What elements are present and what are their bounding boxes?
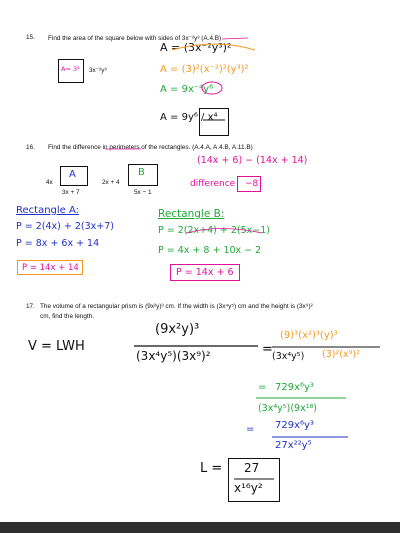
rectangle-b-work-line-2: P = 4x + 8 + 10x − 2 (158, 245, 262, 256)
p17-step4-denominator: 27x²²y⁵ (275, 440, 312, 451)
volume-formula: V = LWH (28, 339, 85, 354)
rectangle-a-work-title: Rectangle A: (16, 205, 80, 216)
square-side-label: 3x⁻²y³ (89, 67, 107, 74)
p17-answer-denominator: x¹⁶y² (234, 481, 263, 495)
problem-15-prompt: Find the area of the square below with sides of 3x⁻²y³ (A.4.B) (48, 35, 222, 42)
p17-step3-numerator: 729x⁶y³ (275, 382, 314, 393)
rectangle-a-work-line-2: P = 8x + 6x + 14 (16, 238, 100, 249)
difference-label: difference (190, 179, 236, 189)
rectangle-a-work-line-1: P = 2(4x) + 2(3x+7) (16, 221, 114, 232)
problem-17-prompt-line-2: cm, find the length. (40, 313, 94, 320)
square-area-note: A= 3² (61, 65, 80, 73)
p17-answer-numerator: 27 (244, 461, 260, 475)
p17-step2-numerator: (9)³(x²)³(y)³ (280, 330, 338, 341)
p17-step4-numerator: 729x⁶y³ (275, 420, 314, 431)
bottom-bar (0, 522, 400, 533)
problem-15-number: 15. (26, 34, 35, 41)
p15-work-line-3: A = 9x⁻⁴y⁶ (160, 84, 214, 95)
p15-work-line-2: A = (3)²(x⁻²)²(y³)² (160, 64, 249, 75)
rectangle-b-answer: P = 14x + 6 (176, 267, 234, 278)
p16-difference-work: (14x + 6) − (14x + 14) (197, 155, 308, 166)
problem-17-prompt-line-1: The volume of a rectangular prism is (9x²y)³ cm. If the width is (3x⁴y⁵) cm and the height is (3x⁹)² (40, 303, 313, 310)
p17-step2-denominator-a: (3x⁴y⁵) (272, 351, 305, 362)
p15-final-answer: A = 9y⁶ / x⁴ (160, 112, 218, 123)
rectangle-a-width: 3x + 7 (62, 189, 80, 196)
p17-step1-numerator: (9x²y)³ (155, 322, 200, 337)
rectangle-a-height: 4x (46, 179, 53, 186)
circle-negative-exponent (202, 82, 222, 94)
problem-16-number: 16. (26, 144, 35, 151)
rectangle-b-work-line-1: P = 2(2x+4) + 2(5x−1) (158, 225, 270, 236)
rectangle-b-width: 5x − 1 (134, 189, 152, 196)
rectangle-a-answer: P = 14x + 14 (22, 263, 79, 273)
rectangle-b-letter: B (138, 167, 145, 178)
rectangle-a-letter: A (69, 169, 76, 180)
p17-step3-denominator: (3x⁴y⁵)(9x¹⁸) (258, 403, 318, 414)
p15-work-line-1: A = (3x⁻²y³)² (160, 41, 232, 54)
distribution-arc (172, 44, 255, 50)
rectangle-b-distribution-arc (186, 229, 262, 234)
p17-step4-equals: = (246, 424, 255, 435)
problem-17-number: 17. (26, 303, 35, 310)
p17-step2-denominator-b: (3)²(x⁹)² (322, 349, 360, 360)
p17-step1-denominator: (3x⁴y⁵)(3x⁹)² (136, 349, 211, 363)
p17-step2-equals: = (262, 342, 273, 357)
rectangle-b-height: 2x + 4 (102, 179, 120, 186)
p17-answer-lhs: L = (200, 461, 223, 476)
difference-value: −8 (245, 179, 259, 189)
prompt-underline-sides (222, 38, 248, 39)
problem-16-prompt: Find the difference in perimeters of the rectangles. (A.4.A, A.4.B, A.11.B) (48, 144, 253, 151)
rectangle-b-work-title: Rectangle B: (158, 208, 225, 220)
p17-step3-equals: = (258, 382, 267, 393)
